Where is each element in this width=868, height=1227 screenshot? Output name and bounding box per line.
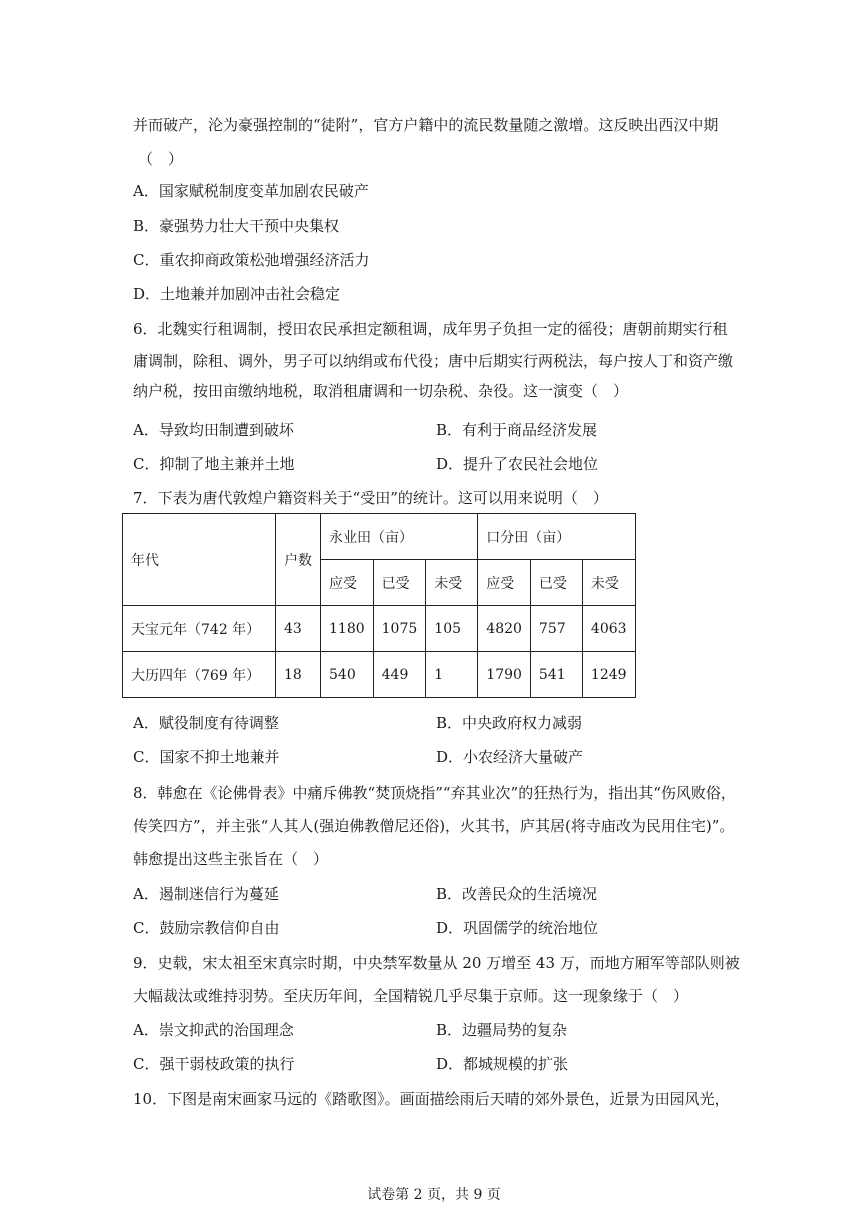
row-cell: 1180 (321, 606, 374, 652)
row-cell: 1249 (582, 652, 635, 698)
row-year: 天宝元年（742 年） (123, 606, 276, 652)
header-households: 户数 (276, 514, 321, 606)
header-year: 年代 (123, 514, 276, 606)
table-row (123, 652, 636, 698)
q9-option-d: D．都城规模的扩张 (436, 1055, 569, 1073)
sub-header: 未受 (426, 560, 478, 606)
q6-option-b: B．有利于商品经济发展 (436, 421, 598, 439)
q5-option-d: D．土地兼并加剧冲击社会稳定 (133, 285, 341, 303)
row-year: 大历四年（769 年） (123, 652, 276, 698)
q7-option-a: A．赋役制度有待调整 (133, 714, 279, 732)
sub-header: 已受 (373, 560, 426, 606)
row-cell: 4820 (478, 606, 531, 652)
q5-answer-paren: （ ） (138, 150, 184, 168)
q6-option-c: C．抑制了地主兼并土地 (133, 455, 295, 473)
q7-option-b: B．中央政府权力减弱 (436, 714, 583, 732)
sub-header: 应受 (321, 560, 374, 606)
q9-option-a: A．崇文抑武的治国理念 (133, 1021, 294, 1039)
q7-land-table (122, 513, 636, 698)
header-koufen: 口分田（亩） (478, 514, 635, 560)
q8-option-c: C．鼓励宗教信仰自由 (133, 919, 280, 937)
q9-stem-line-2: 大幅裁汰或维持羽势。至庆历年间，全国精锐几乎尽集于京师。这一现象缘于（ ） (133, 987, 689, 1005)
sub-header: 已受 (530, 560, 582, 606)
q5-option-a: A．国家赋税制度变革加剧农民破产 (133, 182, 369, 200)
table-header-row (123, 514, 636, 560)
row-cell: 105 (426, 606, 478, 652)
q7-stem: 7．下表为唐代敦煌户籍资料关于“受田”的统计。这可以用来说明（ ） (133, 489, 608, 507)
q8-stem-line-1: 8．韩愈在《论佛骨表》中痛斥佛教“焚顶烧指”“弃其业次”的狂热行为，指出其“伤风败俗， (133, 784, 736, 802)
q8-option-d: D．巩固儒学的统治地位 (436, 919, 599, 937)
row-cell: 1 (426, 652, 478, 698)
row-cell: 449 (373, 652, 426, 698)
sub-header: 未受 (582, 560, 635, 606)
row-cell: 540 (321, 652, 374, 698)
q10-stem-line-1: 10．下图是南宋画家马远的《踏歌图》。画面描绘雨后天晴的郊外景色，近景为田园风光， (133, 1090, 730, 1108)
row-cell: 1790 (478, 652, 531, 698)
q9-stem-line-1: 9．史载，宋太祖至宋真宗时期，中央禁军数量从 20 万增至 43 万，而地方厢军等部队则被 (133, 954, 740, 972)
row-cell: 4063 (582, 606, 635, 652)
q6-option-d: D．提升了农民社会地位 (436, 455, 599, 473)
row-households: 43 (276, 606, 321, 652)
q9-option-c: C．强干弱枝政策的执行 (133, 1055, 295, 1073)
row-cell: 1075 (373, 606, 426, 652)
header-yongye: 永业田（亩） (321, 514, 478, 560)
sub-header: 应受 (478, 560, 531, 606)
q5-option-b: B．豪强势力壮大干预中央集权 (133, 217, 340, 235)
row-households: 18 (276, 652, 321, 698)
q9-option-b: B．边疆局势的复杂 (436, 1021, 568, 1039)
page-footer: 试卷第 2 页，共 9 页 (367, 1187, 501, 1203)
q6-option-a: A．导致均田制遭到破坏 (133, 421, 294, 439)
q8-stem-line-3: 韩愈提出这些主张旨在（ ） (133, 850, 329, 868)
q6-stem-line-3: 纳户税，按田亩缴纳地税，取消租庸调和一切杂税、杂役。这一演变（ ） (133, 382, 629, 400)
row-cell: 757 (530, 606, 582, 652)
q8-option-b: B．改善民众的生活境况 (436, 885, 598, 903)
q7-option-d: D．小农经济大量破产 (436, 748, 584, 766)
q7-option-c: C．国家不抑土地兼并 (133, 748, 280, 766)
row-cell: 541 (530, 652, 582, 698)
q8-option-a: A．遏制迷信行为蔓延 (133, 885, 279, 903)
q5-stem-tail: 并而破产，沦为豪强控制的“徒附”，官方户籍中的流民数量随之激增。这反映出西汉中期 (133, 116, 719, 134)
q6-stem-line-2: 庸调制，除租、调外，男子可以纳绢或布代役；唐中后期实行两税法，每户按人丁和资产缴 (133, 352, 734, 370)
table-row (123, 606, 636, 652)
q5-option-c: C．重农抑商政策松弛增强经济活力 (133, 251, 370, 269)
q6-stem-line-1: 6．北魏实行租调制，授田农民承担定额租调，成年男子负担一定的徭役；唐朝前期实行租 (133, 320, 728, 338)
q8-stem-line-2: 传笑四方”，并主张“人其人(强迫佛教僧尼还俗)，火其书，庐其居(将寺庙改为民用住宅)”。 (133, 817, 735, 835)
